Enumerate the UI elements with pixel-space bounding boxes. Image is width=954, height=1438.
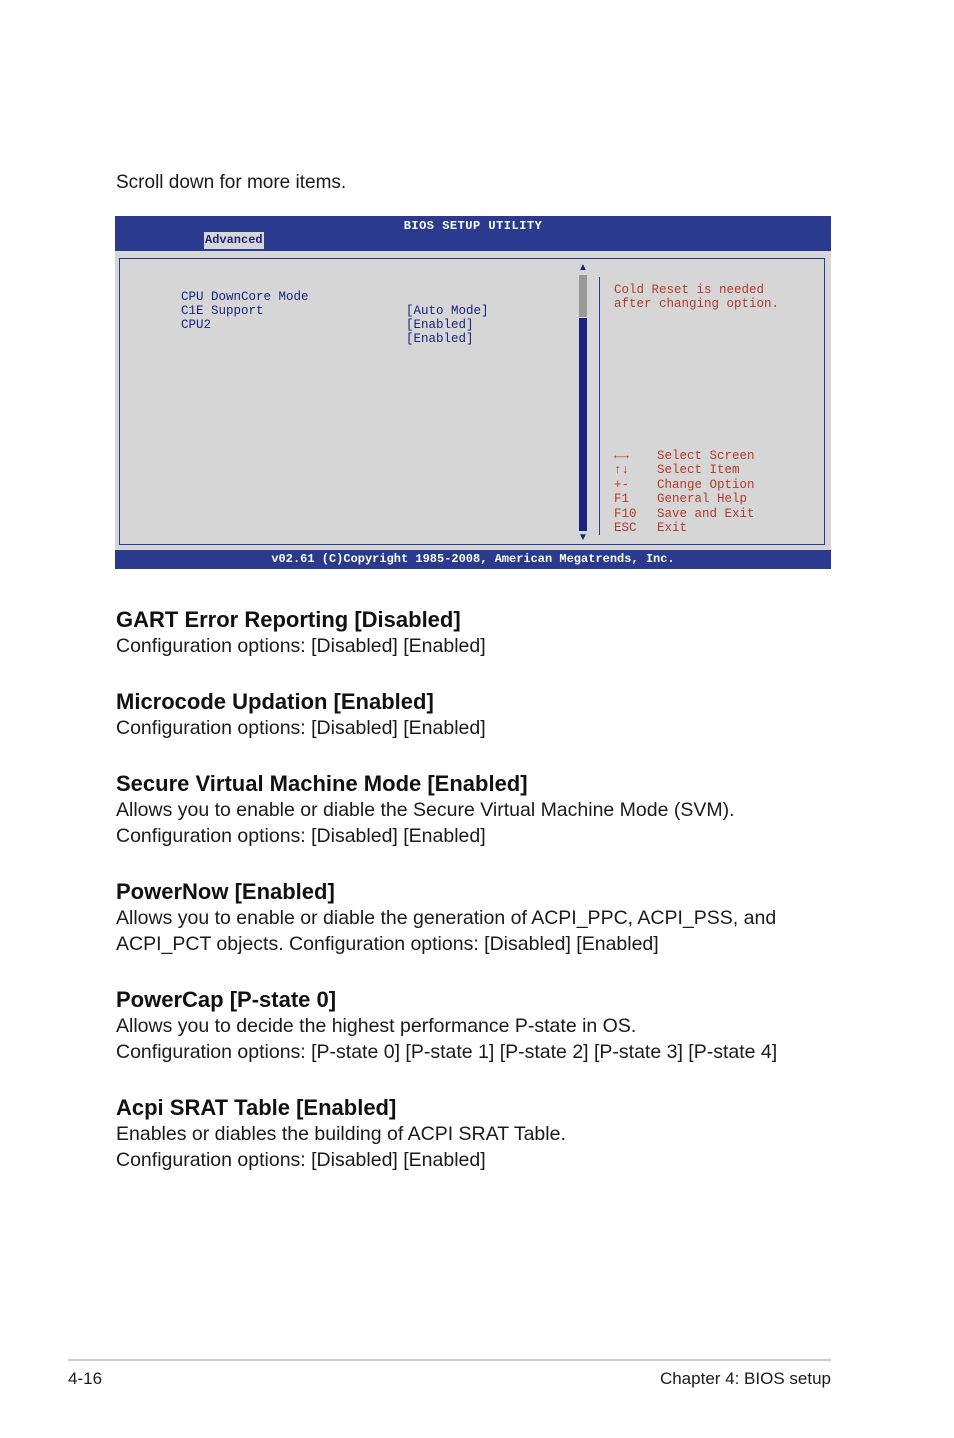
section-microcode-updation (116, 689, 486, 741)
key-name: ↑↓ (614, 463, 630, 478)
section-secure-virtual-machine-mode (116, 771, 735, 849)
key-desc: General Help (657, 492, 748, 507)
section-line: Configuration options: [Disabled] [Enabled] (116, 1149, 486, 1171)
key-name: ←→ (614, 449, 630, 463)
bios-item-label: C1E Support (181, 304, 264, 318)
section-powercap (116, 987, 777, 1065)
help-line: Cold Reset is needed (614, 283, 765, 297)
bios-item-value[interactable]: [Auto Mode] (406, 304, 489, 318)
bios-item-value[interactable]: [Enabled] (406, 332, 474, 346)
section-line: Allows you to enable or diable the Secure Virtual Machine Mode (SVM). (116, 799, 735, 821)
scrollbar[interactable] (578, 263, 588, 543)
section-line: Allows you to enable or diable the generation of ACPI_PPC, ACPI_PSS, and (116, 907, 777, 929)
bios-title: BIOS SETUP UTILITY (403, 219, 543, 233)
key-desc: Select Screen (657, 449, 755, 463)
key-desc: Change Option (657, 477, 755, 492)
section-acpi-srat-table (116, 1095, 566, 1173)
section-title: PowerNow [Enabled] (116, 879, 335, 904)
section-title: GART Error Reporting [Disabled] (116, 607, 461, 632)
key-desc: Select Item (657, 463, 740, 478)
section-title: PowerCap [P-state 0] (116, 987, 337, 1012)
bios-item-label: CPU2 (181, 318, 212, 332)
bios-footer: v02.61 (C)Copyright 1985-2008, American Megatrends, Inc. (115, 550, 831, 569)
section-line: Configuration options: [P-state 0] [P-state 1] [P-state 2] [P-state 3] [P-state 4] (116, 1041, 778, 1063)
key-desc: Exit (657, 520, 688, 535)
tab-advanced[interactable]: Advanced (205, 233, 263, 247)
page-number: 4-16 (68, 1369, 103, 1388)
section-powernow (116, 879, 776, 957)
key-name: ESC (614, 520, 637, 535)
help-line: after changing option. (614, 297, 780, 311)
bios-panel (119, 258, 825, 545)
footer-rule (68, 1359, 831, 1361)
key-name: F1 (614, 492, 630, 507)
panel-divider (599, 277, 600, 535)
section-title: Microcode Updation [Enabled] (116, 689, 434, 714)
chapter-title: Chapter 4: BIOS setup (659, 1369, 831, 1388)
section-line: Configuration options: [Disabled] [Enabled] (116, 825, 486, 847)
section-line: Configuration options: [Disabled] [Enabled] (116, 717, 486, 739)
bios-header (115, 216, 831, 251)
section-line: Configuration options: [Disabled] [Enabled] (116, 635, 486, 657)
scrollbar-thumb[interactable] (579, 275, 587, 317)
scroll-down-arrow-icon[interactable]: ▼ (578, 532, 588, 543)
bios-screen (115, 216, 831, 569)
key-name: F10 (614, 506, 637, 521)
scroll-up-arrow-icon[interactable]: ▲ (578, 262, 588, 273)
section-line: Allows you to decide the highest performance P-state in OS. (116, 1015, 637, 1037)
key-name: +- (614, 477, 630, 492)
section-title: Acpi SRAT Table [Enabled] (116, 1095, 397, 1120)
key-desc: Save and Exit (657, 506, 755, 521)
section-line: Enables or diables the building of ACPI SRAT Table. (116, 1123, 566, 1145)
section-gart-error-reporting (116, 607, 486, 659)
scrollbar-track[interactable] (579, 318, 587, 531)
intro-text: Scroll down for more items. (116, 172, 347, 193)
bios-item-value[interactable]: [Enabled] (406, 318, 474, 332)
help-text (614, 283, 779, 311)
section-line: ACPI_PCT objects. Configuration options: [Disabled] [Enabled] (116, 933, 659, 955)
bios-item-label: CPU DownCore Mode (181, 290, 309, 304)
section-title: Secure Virtual Machine Mode [Enabled] (116, 771, 528, 796)
